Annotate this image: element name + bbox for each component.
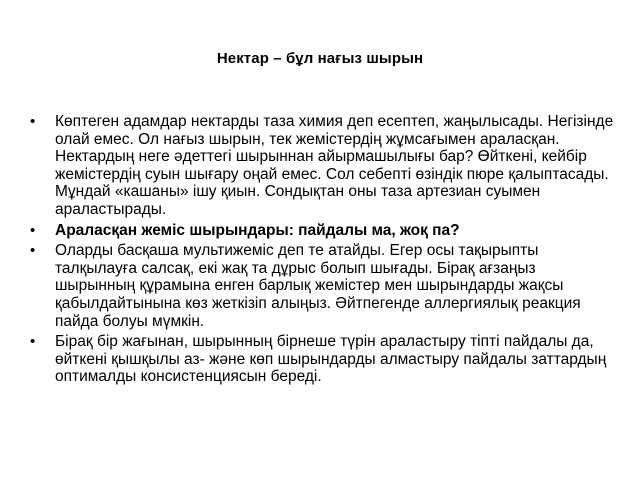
bullet-icon: • bbox=[30, 113, 36, 130]
list-item bbox=[30, 113, 615, 219]
bullet-icon: • bbox=[30, 242, 36, 260]
bullet-icon: • bbox=[30, 333, 36, 351]
list-item-heading: Араласқан жеміс шырындары: пайдалы ма, жоқ па? bbox=[55, 221, 460, 239]
list-item bbox=[30, 222, 615, 240]
bullet-list bbox=[30, 113, 615, 389]
bullet-icon: • bbox=[30, 221, 36, 239]
list-item-text: Бірақ бір жағынан, шырынның бірнеше түрін араластыру тіпті пайдалы да, өйткені қышқылы аз- және көп шырындарды алмастыру пайдалы заттардың оптималды консистенциясын береді. bbox=[55, 333, 607, 386]
slide-title: Нектар – бұл нағыз шырын bbox=[216, 50, 424, 67]
list-item-text: Көптеген адамдар нектарды таза химия деп есептеп, жаңылысады. Негізінде олай емес. Ол нағыз шырын, тек жемістердің жұмсағымен араласқан. Нектардың неге әдеттегі шырыннан айырмашылығы бар? Өйткені, кейбір жемістердің суын шығару оңай емес. Сол себепті өзіндік пюре қалыптасады. Мұндай «кашаны» ішу қиын. Сондықтан оны таза артезиан суымен араластырады. bbox=[55, 113, 614, 218]
list-item bbox=[30, 242, 615, 330]
list-item-text: Оларды басқаша мультижеміс деп те атайды. Егер осы тақырыпты талқылауға салсақ, екі жақ та дұрыс болып шығады. Бірақ ағзаңыз шырынның құрамына енген барлық жемістер мен шырындарды жақсы қабылдайтынына көз жеткізіп алыңыз. Әйтпегенде аллергиялық реакция пайда болуы мүмкін. bbox=[55, 242, 581, 330]
list-item bbox=[30, 333, 615, 386]
